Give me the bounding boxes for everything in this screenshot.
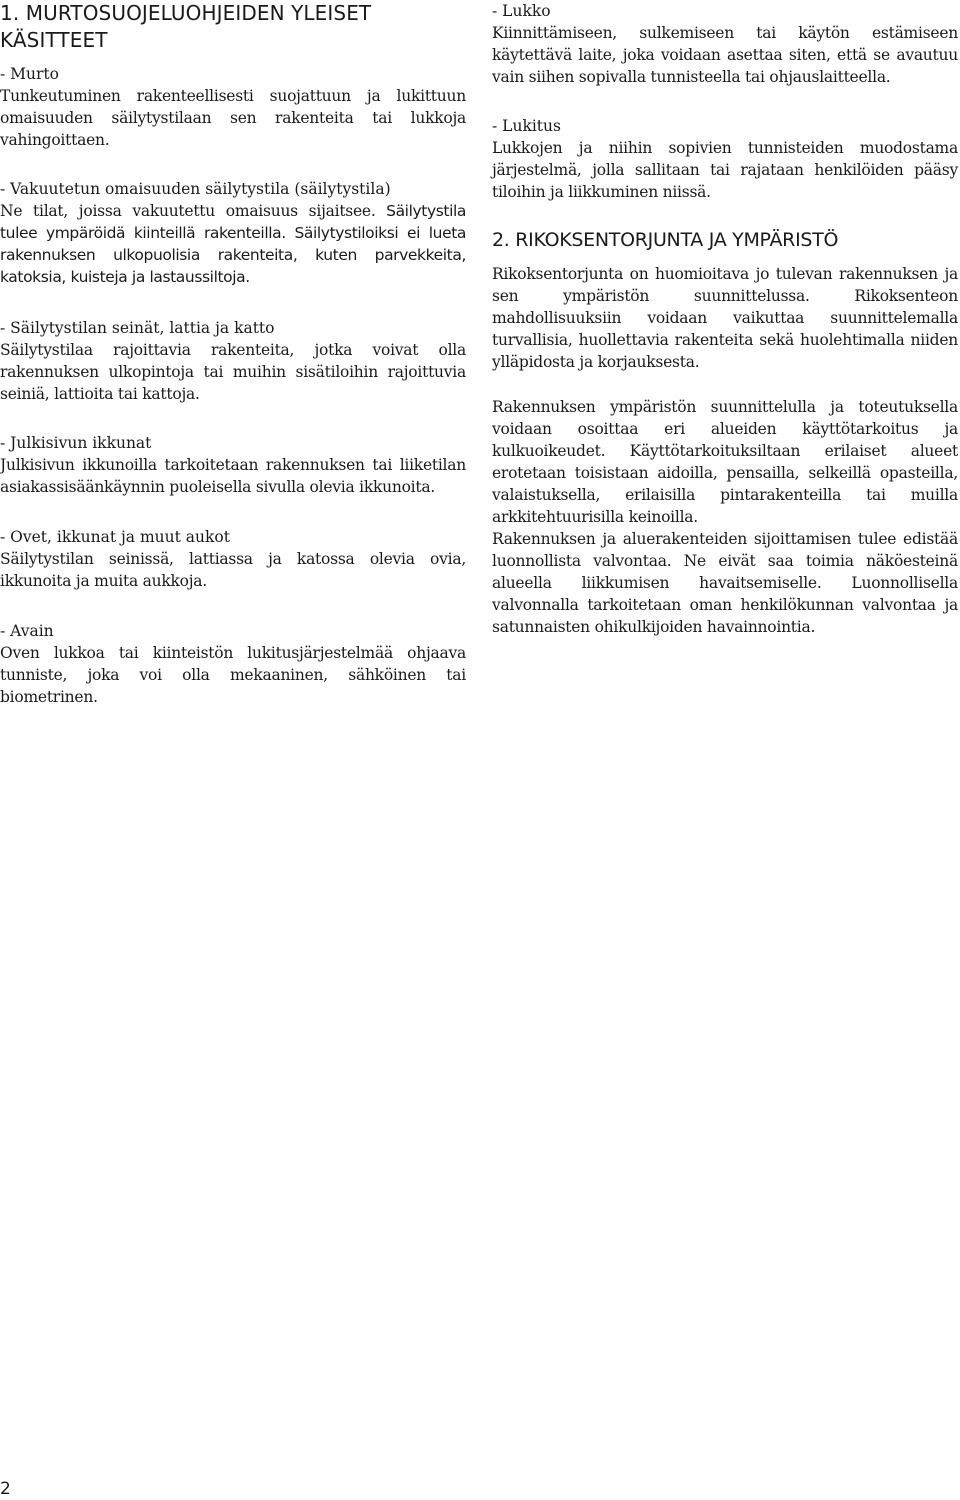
section-2-title	[492, 227, 958, 253]
section-2-paragraph-3-text: Rakennuksen ja aluerakenteiden sijoittamisen tulee edistää luonnollista valvontaa. Ne eivät saa toimia näköesteinä alueella liikkumisen havaitsemiselle. Luonnollisella valvonnalla tarkoitetaan oman henkilökunnan valvontaa ja satunnaisten ohikulkijoiden havainnointia.	[492, 530, 958, 636]
definition-lukko: Kiinnittämiseen, sulkemiseen tai käytön estämiseen käytettävä laite, joka voidaan asettaa siten, että se avautuu vain siihen sopivalla tunnisteella tai ohjauslaitteella.	[492, 24, 958, 86]
definition-murto: Tunkeutuminen rakenteellisesti suojattuun ja lukittuun omaisuuden säilytystilaan sen rakenteita tai lukkoja vahingoittaen.	[0, 87, 466, 149]
section-1-title-line-2: KÄSITTEET	[0, 28, 108, 52]
entry-julkisivun-ikkunat	[0, 432, 466, 498]
term-ovet: - Ovet, ikkunat ja muut aukot	[0, 528, 230, 546]
section-1-title-line-1: 1. MURTOSUOJELUOHJEIDEN YLEISET	[0, 1, 372, 25]
section-2-title-text: 2. RIKOKSENTORJUNTA JA YMPÄRISTÖ	[492, 229, 839, 251]
entry-seinat	[0, 317, 466, 405]
entry-lukitus	[492, 115, 958, 203]
section-2-paragraph-1	[492, 263, 958, 373]
section-2-paragraph-1-text: Rikoksentorjunta on huomioitava jo tulevan rakennuksen ja sen ympäristön suunnittelussa. Rikoksenteon mahdollisuuksiin voidaan vaikuttaa suunnittelemalla turvallisia, huollettavia rakenteita sekä huolehtimalla niiden ylläpidosta ja korjauksesta.	[492, 265, 958, 371]
term-julkisivun-ikkunat: - Julkisivun ikkunat	[0, 434, 152, 452]
term-lukko: - Lukko	[492, 2, 551, 20]
term-seinat: - Säilytystilan seinät, lattia ja katto	[0, 319, 275, 337]
entry-lukko	[492, 0, 958, 88]
section-1-title	[0, 0, 466, 54]
term-avain: - Avain	[0, 622, 54, 640]
definition-avain: Oven lukkoa tai kiinteistön lukitusjärjestelmää ohjaava tunniste, joka voi olla mekaaninen, sähköinen tai biometrinen.	[0, 644, 466, 706]
entry-avain	[0, 620, 466, 708]
definition-julkisivun-ikkunat: Julkisivun ikkunoilla tarkoitetaan rakennuksen tai liiketilan asiakassisäänkäynnin puoleisella sivulla olevia ikkunoita.	[0, 456, 466, 496]
entry-ovet	[0, 526, 466, 592]
section-2-paragraph-2	[492, 396, 958, 528]
definition-sailytystila-part-1: Ne tilat, joissa vakuutettu omaisuus sijaitsee.	[0, 202, 376, 220]
section-2-paragraph-2-text: Rakennuksen ympäristön suunnittelulla ja toteutuksella voidaan osoittaa eri alueiden käyttötarkoitus ja kulkuoikeudet. Käyttötarkoituksiltaan erilaiset alueet erotetaan toisistaan aidoilla, pensailla, selkeillä opasteilla, valaistuksella, erilaisilla pintarakenteilla tai muilla arkkitehtuurisilla keinoilla.	[492, 398, 958, 526]
definition-seinat: Säilytystilaa rajoittavia rakenteita, jotka voivat olla rakennuksen ulkopintoja tai muihin sisätiloihin rajoittuvia seiniä, lattioita tai kattoja.	[0, 341, 466, 403]
entry-sailytystila	[0, 178, 466, 288]
definition-ovet: Säilytystilan seinissä, lattiassa ja katossa olevia ovia, ikkunoita ja muita aukkoja.	[0, 550, 466, 590]
definition-lukitus: Lukkojen ja niihin sopivien tunnisteiden muodostama järjestelmä, jolla sallitaan tai rajataan henkilöiden pääsy tiloihin ja liikkuminen niissä.	[492, 139, 958, 201]
term-murto: - Murto	[0, 65, 59, 83]
definition-sailytystila-part-2: Säilytystila tulee ympäröidä kiinteillä rakenteilla. Säilytystiloiksi ei lueta rakennuksen ulkopuolisia rakenteita, kuten parvekkeita, katoksia, kuisteja ja lastaussiltoja.	[0, 202, 466, 286]
entry-murto	[0, 63, 466, 151]
page-number: 2	[0, 1479, 11, 1499]
definition-sailytystila	[0, 200, 466, 288]
term-sailytystila: - Vakuutetun omaisuuden säilytystila (säilytystila)	[0, 180, 391, 198]
term-lukitus: - Lukitus	[492, 117, 561, 135]
section-2-paragraph-3	[492, 528, 958, 638]
